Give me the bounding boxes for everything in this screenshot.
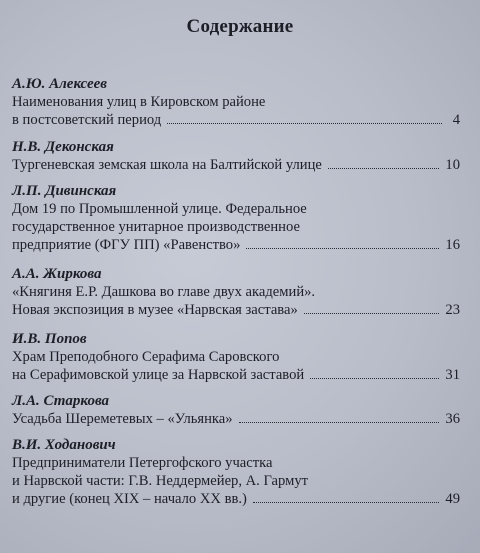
toc-entry <box>12 182 460 254</box>
entry-author: А.А. Жиркова <box>12 266 102 282</box>
entry-title-line: и другие (конец XIX – начало XX вв.) <box>12 491 247 507</box>
entry-last-line[interactable] <box>12 156 460 174</box>
entry-title-line: предприятие (ФГУ ПП) «Равенство» <box>12 237 241 253</box>
page-number: 16 <box>445 237 460 253</box>
entry-title-line: и Нарвской части: Г.В. Неддермейер, А. Гармут <box>12 473 309 489</box>
dot-leader <box>167 112 442 124</box>
dot-leader <box>246 237 439 249</box>
entry-author: А.Ю. Алексеев <box>12 76 107 92</box>
page-number: 31 <box>445 367 460 383</box>
toc-entry <box>12 75 460 129</box>
dot-leader <box>253 491 440 503</box>
entry-title-line: в постсоветский период <box>12 112 162 128</box>
toc-entry <box>12 330 460 384</box>
entry-author: Н.В. Деконская <box>12 139 114 155</box>
entry-last-line[interactable] <box>12 236 460 254</box>
dot-leader <box>310 367 439 379</box>
entry-title-line: Наименования улиц в Кировском районе <box>12 94 266 110</box>
dot-leader <box>328 157 439 169</box>
entry-last-line[interactable] <box>12 301 460 319</box>
entry-title-line: Новая экспозиция в музее «Нарвская застава» <box>12 302 298 318</box>
page-number: 36 <box>445 411 460 427</box>
entry-title-line: на Серафимовской улице за Нарвской заставой <box>12 367 305 383</box>
page-number: 4 <box>452 112 460 128</box>
entry-title-line: Тургеневская земская школа на Балтийской улице <box>12 157 322 173</box>
toc-entry <box>12 392 460 428</box>
entry-title-line: Усадьба Шереметевых – «Ульянка» <box>12 411 233 427</box>
entry-title-line: Храм Преподобного Серафима Саровского <box>12 349 280 365</box>
entry-last-line[interactable] <box>12 111 460 129</box>
toc-entry <box>12 436 460 508</box>
entry-title-line: Дом 19 по Промышленной улице. Федеральное <box>12 201 307 217</box>
page-number: 10 <box>445 157 460 173</box>
dot-leader <box>304 302 440 314</box>
entry-author: В.И. Ходанович <box>12 437 116 453</box>
entry-author: И.В. Попов <box>12 331 87 347</box>
entry-title-line: государственное унитарное производственное <box>12 219 300 235</box>
page-number: 23 <box>445 302 460 318</box>
entry-author: Л.А. Старкова <box>12 393 110 409</box>
entry-author: Л.П. Дивинская <box>12 183 117 199</box>
toc-entry <box>12 265 460 319</box>
entry-title-line: «Княгиня Е.Р. Дашкова во главе двух академий». <box>12 284 316 300</box>
entry-title-line: Предприниматели Петергофского участка <box>12 455 273 471</box>
dot-leader <box>239 411 440 423</box>
page-title: Содержание <box>186 16 294 37</box>
entry-last-line[interactable] <box>12 490 460 508</box>
entry-last-line[interactable] <box>12 366 460 384</box>
toc-entry <box>12 138 460 174</box>
page-number: 49 <box>445 491 460 507</box>
entry-last-line[interactable] <box>12 410 460 428</box>
